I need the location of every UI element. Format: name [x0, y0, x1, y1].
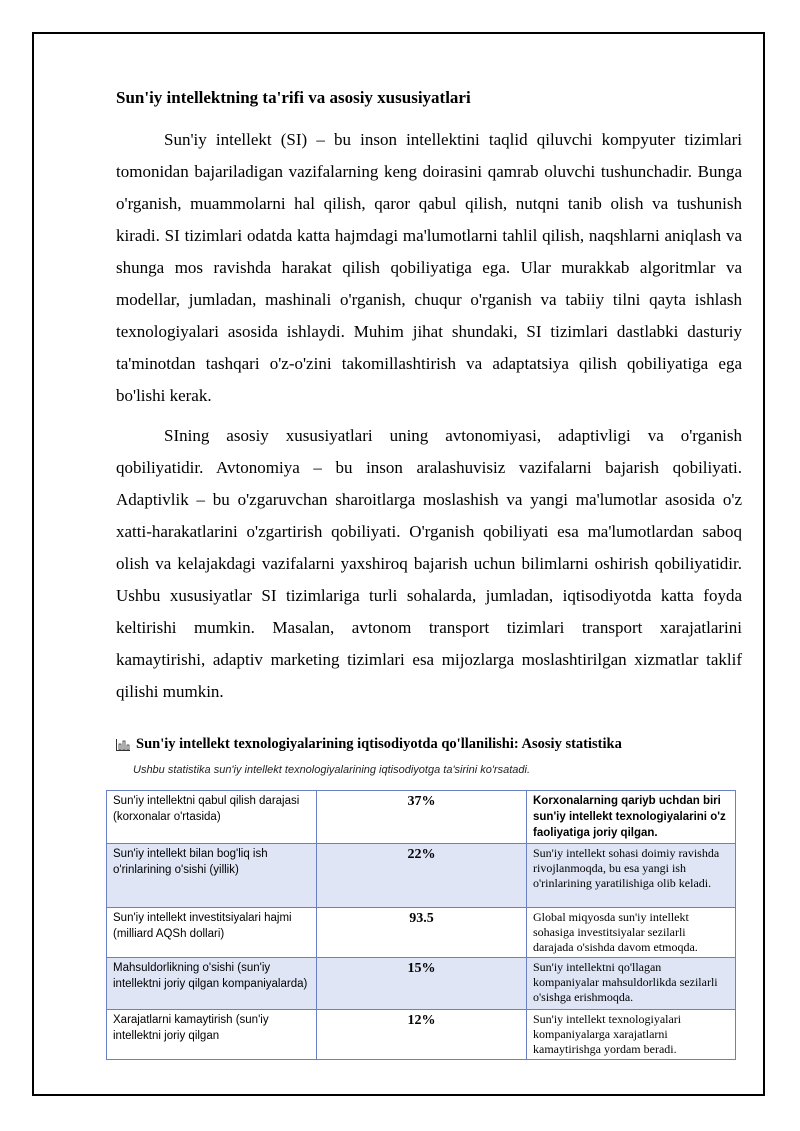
bar-chart-icon: [116, 739, 130, 751]
table-row: [107, 908, 736, 958]
row-label: Mahsuldorlikning o'sishi (sun'iy intellektni joriy qilgan kompaniyalarda): [107, 958, 317, 1010]
row-description: Sun'iy intellekt sohasi doimiy ravishda rivojlanmoqda, bu esa yangi ish o'rinlarining yaratilishiga olib keladi.: [527, 844, 736, 908]
row-description: Global miqyosda sun'iy intellekt sohasiga investitsiyalar sezilarli darajada o'sishda davom etmoqda.: [527, 908, 736, 958]
row-description: Sun'iy intellektni qo'llagan kompaniyalar mahsuldorlikda sezilarli o'sishga erishmoqda.: [527, 958, 736, 1010]
row-label: Sun'iy intellektni qabul qilish darajasi (korxonalar o'rtasida): [107, 791, 317, 844]
row-label: Sun'iy intellekt bilan bog'liq ish o'rinlarining o'sishi (yillik): [107, 844, 317, 908]
statistics-caption: Ushbu statistika sun'iy intellekt texnologiyalarining iqtisodiyotga ta'sirini ko'rsatadi.: [133, 764, 530, 776]
section-heading: Sun'iy intellektning ta'rifi va asosiy xususiyatlari: [116, 88, 471, 107]
row-value: 22%: [317, 844, 527, 908]
row-value: 12%: [317, 1010, 527, 1060]
row-value: 15%: [317, 958, 527, 1010]
table-row: [107, 844, 736, 908]
row-label: Xarajatlarni kamaytirish (sun'iy intellektni joriy qilgan: [107, 1010, 317, 1060]
statistics-table: [106, 790, 736, 1060]
statistics-title: [116, 736, 756, 753]
table-row: [107, 958, 736, 1010]
document-body: [116, 86, 742, 716]
row-label: Sun'iy intellekt investitsiyalari hajmi (milliard AQSh dollari): [107, 908, 317, 958]
row-value: 37%: [317, 791, 527, 844]
row-description: Sun'iy intellekt texnologiyalari kompaniyalarga xarajatlarni kamaytirishga yordam beradi.: [527, 1010, 736, 1060]
row-description: Korxonalarning qariyb uchdan biri sun'iy intellekt texnologiyalarini o'z faoliyatiga joriy qilgan.: [527, 791, 736, 844]
table-row: [107, 1010, 736, 1060]
paragraph-features: SIning asosiy xususiyatlari uning avtonomiyasi, adaptivligi va o'rganish qobiliyatidir. Avtonomiya – bu inson aralashuvisiz vazifalarni bajarish qobiliyati. Adaptivlik – bu o'zgaruvchan sharoitlarga moslashish va yangi ma'lumotlar asosida o'z xatti-harakatlarini o'zgartirish qobiliyati. O'rganish qobiliyati esa ma'lumotlardan saboq olish va kelajakdagi vazifalarni yaxshiroq bajarish uchun bilimlarni oshirish qobiliyatidir. Ushbu xususiyatlar SI tizimlariga turli sohalarda, jumladan, iqtisodiyotda katta foyda keltirishi mumkin. Masalan, avtonom transport tizimlari transport xarajatlarini kamaytirishi, adaptiv marketing tizimlari esa mijozlarga moslashtirilgan xizmatlar taklif qilishi mumkin.: [116, 426, 742, 701]
paragraph-definition: Sun'iy intellekt (SI) – bu inson intellektini taqlid qiluvchi kompyuter tizimlari tomonidan bajariladigan vazifalarning keng doirasini qamrab oluvchi tushunchadir. Bunga o'rganish, muammolarni hal qilish, qaror qabul qilish, nutqni tanib olish va tushunish kiradi. SI tizimlari odatda katta hajmdagi ma'lumotlarni tahlil qilish, naqshlarni aniqlash va shunga mos ravishda harakat qilish qobiliyatiga ega. Ular murakkab algoritmlar va modellar, jumladan, mashinali o'rganish, chuqur o'rganish va tabiiy tilni qayta ishlash texnologiyalari asosida ishlaydi. Muhim jihat shundaki, SI tizimlari dastlabki dasturiy ta'minotdan tashqari o'z-o'zini takomillashtirish va adaptatsiya qilish qobiliyatiga ega bo'lishi kerak.: [116, 130, 742, 405]
row-value: 93.5: [317, 908, 527, 958]
statistics-title-text: Sun'iy intellekt texnologiyalarining iqtisodiyotda qo'llanilishi: Asosiy statistika: [136, 736, 622, 752]
table-row: [107, 791, 736, 844]
